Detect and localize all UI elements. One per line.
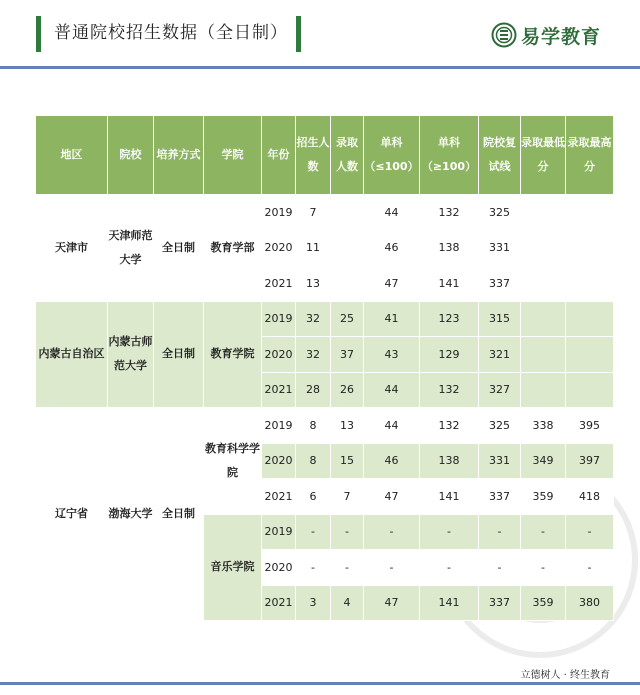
max-score-cell: - bbox=[566, 514, 614, 550]
year-cell: 2021 bbox=[262, 479, 296, 515]
column-header: 培养方式 bbox=[154, 116, 204, 195]
mode-cell: 全日制 bbox=[154, 408, 204, 621]
admit-cell: 25 bbox=[331, 301, 364, 337]
single-subject-1-cell: 44 bbox=[364, 372, 420, 408]
single-subject-2-cell: - bbox=[420, 514, 479, 550]
college-cell: 教育科学学院 bbox=[204, 408, 262, 515]
year-cell: 2021 bbox=[262, 266, 296, 302]
table-row bbox=[36, 408, 614, 444]
retest-line-cell: 321 bbox=[479, 337, 521, 373]
column-header: 录取最低分 bbox=[521, 116, 566, 195]
max-score-cell: 418 bbox=[566, 479, 614, 515]
table-row bbox=[36, 301, 614, 337]
max-score-cell bbox=[566, 230, 614, 266]
max-score-cell bbox=[566, 301, 614, 337]
single-subject-1-cell: 46 bbox=[364, 230, 420, 266]
single-subject-1-cell: 44 bbox=[364, 195, 420, 231]
retest-line-cell: 337 bbox=[479, 585, 521, 621]
retest-line-cell: 325 bbox=[479, 195, 521, 231]
single-subject-1-cell: 46 bbox=[364, 443, 420, 479]
enroll-cell: 7 bbox=[296, 195, 331, 231]
single-subject-1-cell: 43 bbox=[364, 337, 420, 373]
enroll-cell: 6 bbox=[296, 479, 331, 515]
single-subject-2-cell: 141 bbox=[420, 266, 479, 302]
single-subject-1-cell: 44 bbox=[364, 408, 420, 444]
title-bar-right bbox=[296, 16, 301, 52]
single-subject-2-cell: 129 bbox=[420, 337, 479, 373]
column-header: 单科（≥100） bbox=[420, 116, 479, 195]
page-header bbox=[0, 0, 640, 70]
year-cell: 2020 bbox=[262, 337, 296, 373]
enroll-cell: - bbox=[296, 550, 331, 586]
max-score-cell bbox=[566, 372, 614, 408]
max-score-cell: 395 bbox=[566, 408, 614, 444]
college-cell: 教育学院 bbox=[204, 301, 262, 408]
single-subject-1-cell: - bbox=[364, 550, 420, 586]
min-score-cell bbox=[521, 372, 566, 408]
admit-cell bbox=[331, 266, 364, 302]
single-subject-1-cell: 41 bbox=[364, 301, 420, 337]
enroll-cell: - bbox=[296, 514, 331, 550]
admit-cell: 15 bbox=[331, 443, 364, 479]
retest-line-cell: - bbox=[479, 514, 521, 550]
min-score-cell: 359 bbox=[521, 585, 566, 621]
retest-line-cell: - bbox=[479, 550, 521, 586]
table-row bbox=[36, 195, 614, 231]
column-header: 录取人数 bbox=[331, 116, 364, 195]
single-subject-2-cell: 132 bbox=[420, 408, 479, 444]
admit-cell: - bbox=[331, 514, 364, 550]
school-cell: 渤海大学 bbox=[108, 408, 154, 621]
year-cell: 2019 bbox=[262, 301, 296, 337]
single-subject-2-cell: 138 bbox=[420, 443, 479, 479]
single-subject-2-cell: 141 bbox=[420, 479, 479, 515]
column-header: 院校 bbox=[108, 116, 154, 195]
enroll-cell: 32 bbox=[296, 337, 331, 373]
enroll-cell: 3 bbox=[296, 585, 331, 621]
logo-emblem-icon bbox=[491, 22, 517, 48]
footer-slogan: 立德树人 · 终生教育 bbox=[520, 670, 610, 681]
single-subject-1-cell: 47 bbox=[364, 479, 420, 515]
admit-cell bbox=[331, 195, 364, 231]
enroll-cell: 8 bbox=[296, 443, 331, 479]
title-bar-left bbox=[36, 16, 41, 52]
admit-cell: 26 bbox=[331, 372, 364, 408]
college-cell: 教育学部 bbox=[204, 195, 262, 302]
single-subject-2-cell: 132 bbox=[420, 372, 479, 408]
logo-text: 易学教育 bbox=[521, 25, 602, 48]
column-header: 单科（≤100） bbox=[364, 116, 420, 195]
college-cell: 音乐学院 bbox=[204, 514, 262, 621]
year-cell: 2020 bbox=[262, 550, 296, 586]
single-subject-2-cell: 138 bbox=[420, 230, 479, 266]
min-score-cell: - bbox=[521, 514, 566, 550]
retest-line-cell: 331 bbox=[479, 443, 521, 479]
single-subject-1-cell: 47 bbox=[364, 585, 420, 621]
admit-cell: 13 bbox=[331, 408, 364, 444]
retest-line-cell: 337 bbox=[479, 479, 521, 515]
column-header: 学院 bbox=[204, 116, 262, 195]
table-header-row bbox=[36, 116, 614, 195]
single-subject-1-cell: - bbox=[364, 514, 420, 550]
enroll-cell: 13 bbox=[296, 266, 331, 302]
min-score-cell bbox=[521, 301, 566, 337]
region-cell: 天津市 bbox=[36, 195, 108, 302]
min-score-cell: - bbox=[521, 550, 566, 586]
single-subject-2-cell: 132 bbox=[420, 195, 479, 231]
min-score-cell bbox=[521, 195, 566, 231]
min-score-cell: 338 bbox=[521, 408, 566, 444]
year-cell: 2021 bbox=[262, 585, 296, 621]
enroll-cell: 32 bbox=[296, 301, 331, 337]
enroll-cell: 8 bbox=[296, 408, 331, 444]
brand-logo bbox=[491, 20, 601, 50]
year-cell: 2020 bbox=[262, 443, 296, 479]
min-score-cell: 349 bbox=[521, 443, 566, 479]
page-title: 普通院校招生数据（全日制） bbox=[54, 23, 288, 43]
admit-cell: 37 bbox=[331, 337, 364, 373]
retest-line-cell: 331 bbox=[479, 230, 521, 266]
year-cell: 2019 bbox=[262, 195, 296, 231]
year-cell: 2021 bbox=[262, 372, 296, 408]
single-subject-1-cell: 47 bbox=[364, 266, 420, 302]
single-subject-2-cell: - bbox=[420, 550, 479, 586]
column-header: 录取最高分 bbox=[566, 116, 614, 195]
admit-cell: 4 bbox=[331, 585, 364, 621]
header-rule bbox=[0, 66, 640, 69]
max-score-cell: 380 bbox=[566, 585, 614, 621]
admit-cell: - bbox=[331, 550, 364, 586]
enroll-cell: 28 bbox=[296, 372, 331, 408]
column-header: 招生人数 bbox=[296, 116, 331, 195]
retest-line-cell: 325 bbox=[479, 408, 521, 444]
admit-cell: 7 bbox=[331, 479, 364, 515]
max-score-cell: 397 bbox=[566, 443, 614, 479]
footer-rule bbox=[0, 682, 640, 685]
admission-data-table bbox=[35, 115, 614, 621]
min-score-cell bbox=[521, 230, 566, 266]
mode-cell: 全日制 bbox=[154, 195, 204, 302]
region-cell: 辽宁省 bbox=[36, 408, 108, 621]
retest-line-cell: 315 bbox=[479, 301, 521, 337]
column-header: 院校复试线 bbox=[479, 116, 521, 195]
region-cell: 内蒙古自治区 bbox=[36, 301, 108, 408]
max-score-cell bbox=[566, 266, 614, 302]
max-score-cell bbox=[566, 195, 614, 231]
retest-line-cell: 337 bbox=[479, 266, 521, 302]
year-cell: 2019 bbox=[262, 408, 296, 444]
min-score-cell bbox=[521, 266, 566, 302]
column-header: 年份 bbox=[262, 116, 296, 195]
school-cell: 天津师范大学 bbox=[108, 195, 154, 302]
year-cell: 2020 bbox=[262, 230, 296, 266]
admit-cell bbox=[331, 230, 364, 266]
column-header: 地区 bbox=[36, 116, 108, 195]
min-score-cell: 359 bbox=[521, 479, 566, 515]
retest-line-cell: 327 bbox=[479, 372, 521, 408]
school-cell: 内蒙古师范大学 bbox=[108, 301, 154, 408]
max-score-cell bbox=[566, 337, 614, 373]
single-subject-2-cell: 141 bbox=[420, 585, 479, 621]
year-cell: 2019 bbox=[262, 514, 296, 550]
mode-cell: 全日制 bbox=[154, 301, 204, 408]
single-subject-2-cell: 123 bbox=[420, 301, 479, 337]
enroll-cell: 11 bbox=[296, 230, 331, 266]
max-score-cell: - bbox=[566, 550, 614, 586]
min-score-cell bbox=[521, 337, 566, 373]
